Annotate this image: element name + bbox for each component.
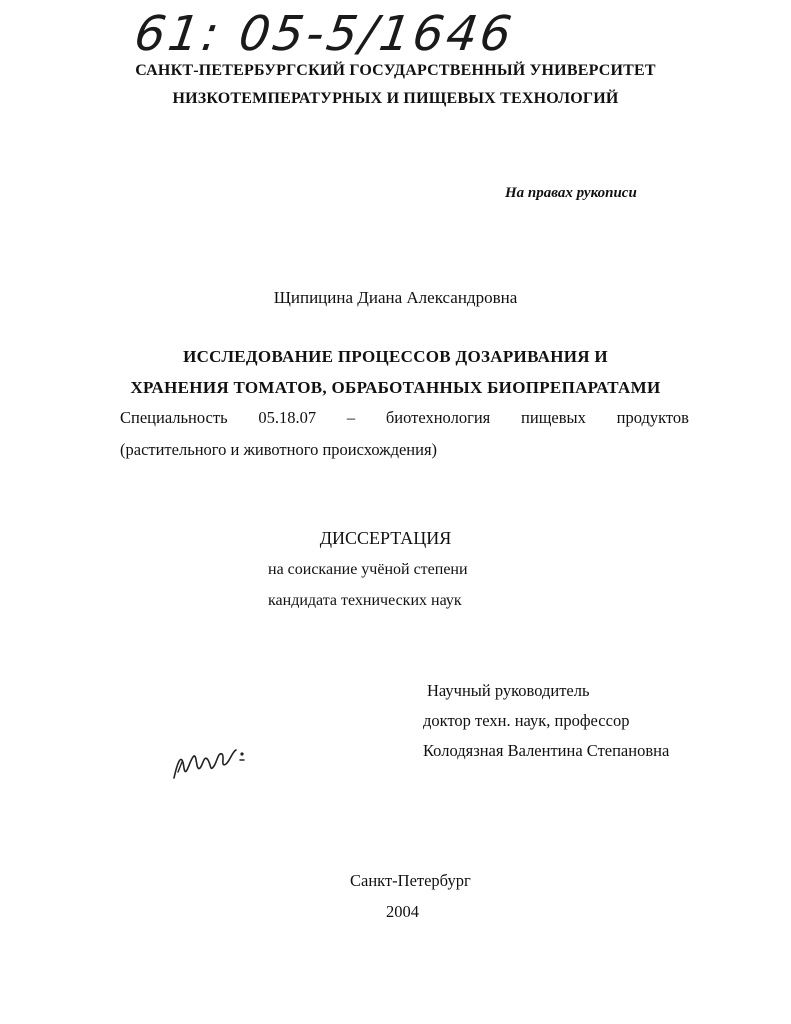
specialty-label: Специальность [120, 408, 228, 427]
specialty-word-biotechnology: биотехнология [385, 408, 491, 427]
handwritten-signature [170, 738, 250, 793]
city: Санкт-Петербург [350, 871, 471, 890]
specialty-code: 05.18.07 [258, 408, 317, 427]
manuscript-rights-note: На правах рукописи [505, 185, 637, 201]
specialty-dash: – [346, 408, 356, 427]
university-name-line-1: САНКТ-ПЕТЕРБУРГСКИЙ ГОСУДАРСТВЕННЫЙ УНИВЕРСИТЕТ [135, 62, 656, 79]
specialty-line-2: (растительного и животного происхождения) [120, 440, 438, 459]
year: 2004 [386, 902, 419, 921]
specialty-line-1 [120, 408, 689, 428]
advisor-label: Научный руководитель [427, 681, 590, 700]
degree-line-1: на соискание учёной степени [268, 561, 468, 578]
degree-line-2: кандидата технических наук [268, 592, 462, 609]
university-name-line-2: НИЗКОТЕМПЕРАТУРНЫХ И ПИЩЕВЫХ ТЕХНОЛОГИЙ [172, 90, 619, 107]
advisor-rank: доктор техн. наук, профессор [423, 711, 630, 730]
thesis-title-line-1: ИССЛЕДОВАНИЕ ПРОЦЕССОВ ДОЗАРИВАНИЯ И [183, 347, 608, 366]
thesis-title-line-2: ХРАНЕНИЯ ТОМАТОВ, ОБРАБОТАННЫХ БИОПРЕПАРАТАМИ [130, 378, 661, 397]
handwritten-archive-number: 61: 05-5/1646 [131, 6, 518, 62]
advisor-name: Колодязная Валентина Степановна [423, 741, 670, 760]
author-name: Щипицина Диана Александровна [273, 288, 518, 307]
specialty-word-products: продуктов [616, 408, 689, 427]
specialty-word-food: пищевых [521, 408, 586, 427]
document-type: ДИССЕРТАЦИЯ [319, 528, 452, 548]
signature-scribble [170, 738, 250, 788]
